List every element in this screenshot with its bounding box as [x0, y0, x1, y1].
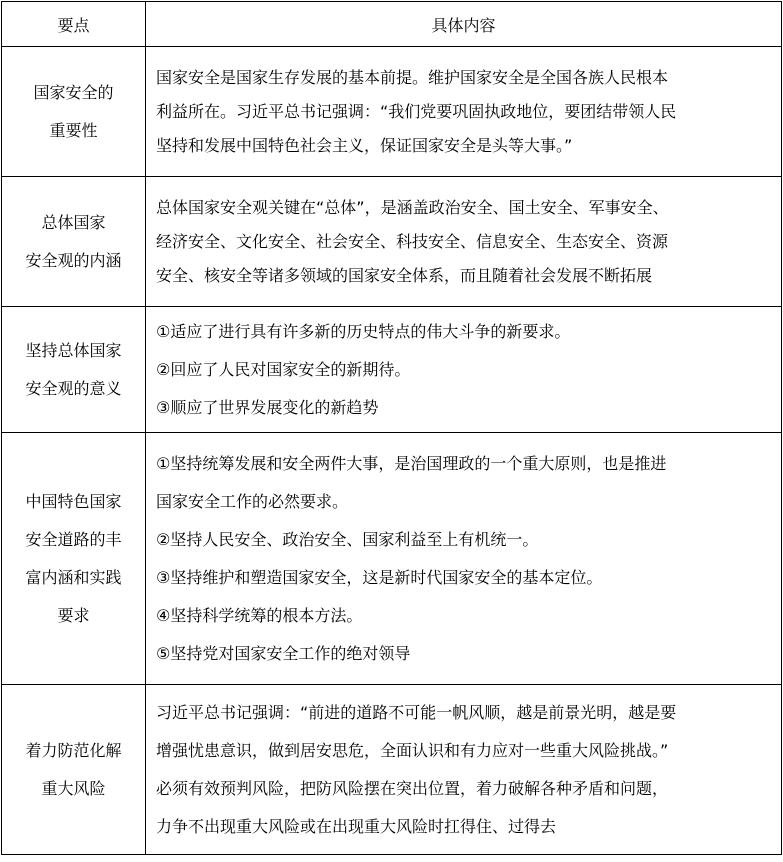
row-key-line: 着力防范化解	[25, 740, 122, 760]
content-line: 安全、核安全等诸多领域的国家安全体系，而且随着社会发展不断拓展	[156, 265, 653, 285]
row-key	[2, 47, 146, 177]
row-key-line: 中国特色国家	[25, 491, 122, 511]
row-content	[146, 47, 782, 177]
content-line: 必须有效预判风险，把防风险摆在突出位置，着力破解各种矛盾和问题，	[156, 778, 669, 798]
content-line: ②回应了人民对国家安全的新期待。	[156, 359, 411, 379]
row-key-line: 总体国家	[41, 212, 106, 232]
content-line: 习近平总书记强调：“前进的道路不可能一帆风顺，越是前景光明，越是要	[156, 702, 677, 722]
row-content	[146, 177, 782, 307]
row-key-line: 国家安全的	[33, 82, 114, 102]
table-row	[2, 47, 782, 177]
row-key-line: 重要性	[49, 120, 98, 140]
table-row	[2, 307, 782, 433]
row-key	[2, 307, 146, 433]
row-key	[2, 177, 146, 307]
content-line: 利益所在。习近平总书记强调：“我们党要巩固执政地位，要团结带领人民	[156, 101, 677, 121]
content-line: 总体国家安全观关键在“总体”，是涵盖政治安全、国土安全、军事安全、	[156, 197, 669, 217]
row-key-line: 坚持总体国家	[25, 340, 122, 360]
content-line: ①适应了进行具有许多新的历史特点的伟大斗争的新要求。	[156, 321, 571, 341]
content-line: 力争不出现重大风险或在出现重大风险时扛得住、过得去	[156, 816, 557, 836]
content-table	[1, 1, 782, 855]
table-row	[2, 685, 782, 855]
row-content	[146, 307, 782, 433]
content-line: ④坚持科学统筹的根本方法。	[156, 605, 363, 625]
header-key-point: 要点	[2, 2, 146, 47]
row-key-line: 要求	[57, 605, 90, 625]
row-key-line: 安全道路的丰	[25, 529, 122, 549]
content-line: ⑤坚持党对国家安全工作的绝对领导	[156, 643, 411, 663]
content-line: 增强忧患意识，做到居安思危，全面认识和有力应对一些重大风险挑战。”	[156, 740, 669, 760]
content-line: 经济安全、文化安全、社会安全、科技安全、信息安全、生态安全、资源	[156, 231, 669, 251]
row-content	[146, 433, 782, 685]
content-line: ③坚持维护和塑造国家安全，这是新时代国家安全的基本定位。	[156, 567, 603, 587]
content-line: ②坚持人民安全、政治安全、国家利益至上有机统一。	[156, 529, 539, 549]
row-content	[146, 685, 782, 855]
content-line: ③顺应了世界发展变化的新趋势	[156, 397, 379, 417]
content-line: ①坚持统筹发展和安全两件大事，是治国理政的一个重大原则，也是推进	[156, 453, 667, 473]
row-key-line: 重大风险	[41, 778, 106, 798]
row-key	[2, 433, 146, 685]
row-key-line: 富内涵和实践	[25, 567, 122, 587]
table-row	[2, 433, 782, 685]
row-key-line: 安全观的意义	[25, 378, 122, 398]
row-key-line: 安全观的内涵	[25, 250, 122, 270]
row-key	[2, 685, 146, 855]
content-line: 坚持和发展中国特色社会主义，保证国家安全是头等大事。”	[156, 135, 573, 155]
table-header-row	[2, 2, 782, 47]
content-line: 国家安全工作的必然要求。	[156, 491, 349, 511]
table-row	[2, 177, 782, 307]
header-content: 具体内容	[146, 2, 782, 47]
content-line: 国家安全是国家生存发展的基本前提。维护国家安全是全国各族人民根本	[156, 67, 669, 87]
